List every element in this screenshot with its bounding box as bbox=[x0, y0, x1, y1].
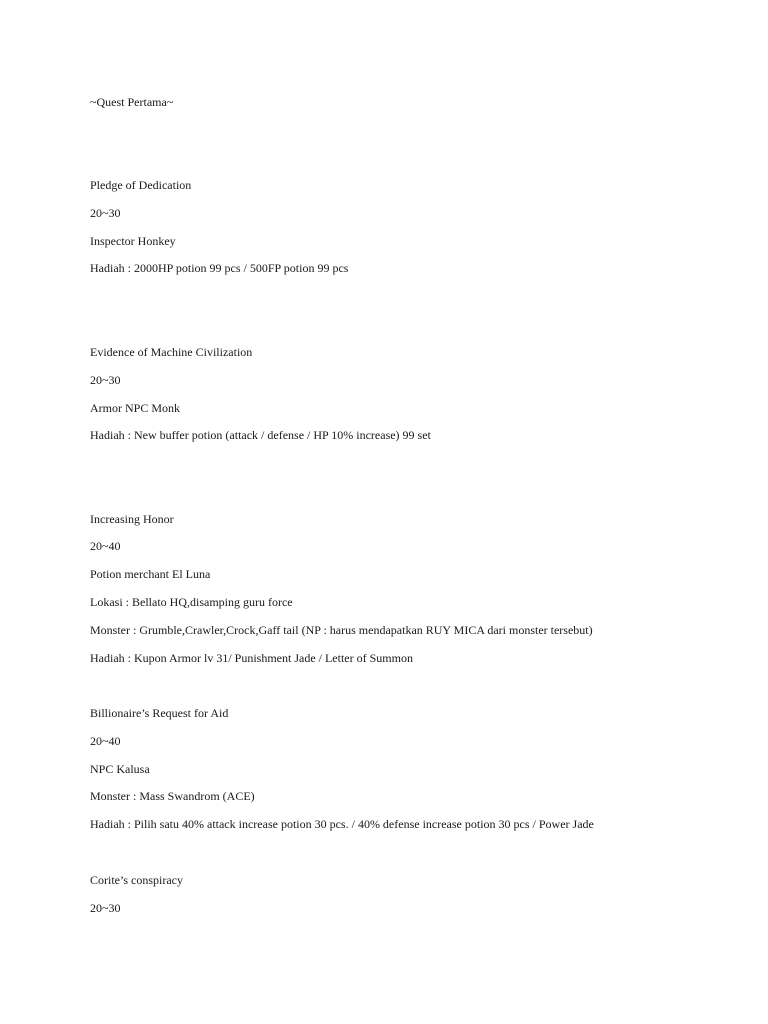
quest-location: Lokasi : Bellato HQ,disamping guru force bbox=[90, 595, 293, 609]
document-title: ~Quest Pertama~ bbox=[90, 95, 174, 109]
quest-level: 20~40 bbox=[90, 734, 121, 748]
quest-level: 20~30 bbox=[90, 206, 121, 220]
quest-level: 20~40 bbox=[90, 539, 121, 553]
quest-name: Corite’s conspiracy bbox=[90, 873, 183, 887]
quest-npc: Armor NPC Monk bbox=[90, 401, 181, 415]
quest-name: Increasing Honor bbox=[90, 512, 174, 526]
quest-monster: Monster : Mass Swandrom (ACE) bbox=[90, 789, 255, 803]
quest-name: Evidence of Machine Civilization bbox=[90, 345, 253, 359]
quest-npc: Inspector Honkey bbox=[90, 234, 176, 248]
quest-name: Pledge of Dedication bbox=[90, 178, 192, 192]
quest-reward: Hadiah : New buffer potion (attack / defense / HP 10% increase) 99 set bbox=[90, 428, 431, 442]
quest-level: 20~30 bbox=[90, 901, 121, 915]
quest-reward: Hadiah : 2000HP potion 99 pcs / 500FP potion 99 pcs bbox=[90, 261, 349, 275]
quest-name: Billionaire’s Request for Aid bbox=[90, 706, 229, 720]
quest-monster: Monster : Grumble,Crawler,Crock,Gaff tail (NP : harus mendapatkan RUY MICA dari monster tersebut) bbox=[90, 623, 593, 637]
quest-npc: Potion merchant El Luna bbox=[90, 567, 211, 581]
quest-level: 20~30 bbox=[90, 373, 121, 387]
quest-reward: Hadiah : Kupon Armor lv 31/ Punishment Jade / Letter of Summon bbox=[90, 651, 413, 665]
quest-reward: Hadiah : Pilih satu 40% attack increase potion 30 pcs. / 40% defense increase potion 30 pcs / Power Jade bbox=[90, 817, 594, 831]
quest-npc: NPC Kalusa bbox=[90, 762, 150, 776]
